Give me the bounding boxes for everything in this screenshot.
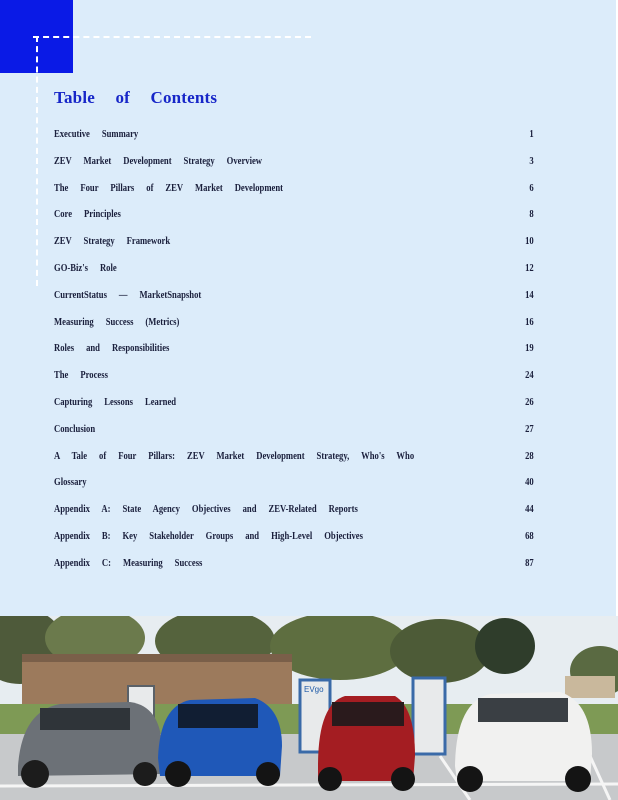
toc-entry-label: Appendix B: Key Stakeholder Groups and High-Level Objectives <box>54 530 363 542</box>
toc-entry-label: ZEV Market Development Strategy Overview <box>54 155 263 167</box>
toc-entry[interactable] <box>54 129 534 156</box>
toc-entry-label: The Four Pillars of ZEV Market Development <box>54 182 283 194</box>
toc-entry-label: ZEV Strategy Framework <box>54 236 171 248</box>
toc-entry-label: Glossary <box>54 477 87 489</box>
white-car <box>455 692 592 792</box>
toc-entry-page: 27 <box>525 423 534 435</box>
red-car <box>318 696 415 791</box>
toc-entry[interactable] <box>54 504 534 531</box>
toc-entry[interactable] <box>54 397 534 424</box>
toc-entry-page: 19 <box>525 343 534 355</box>
toc-entry-label: Roles and Responsibilities <box>54 343 170 355</box>
toc-entry-label: A Tale of Four Pillars: ZEV Market Development Strategy, Who's Who <box>54 450 415 462</box>
toc-entry-label: Capturing Lessons Learned <box>54 396 177 408</box>
toc-entry[interactable] <box>54 424 534 451</box>
toc-entry-page: 44 <box>525 504 534 516</box>
toc-entry[interactable] <box>54 558 534 585</box>
charger-brand-label: EVgo <box>304 685 324 694</box>
toc-entry-label: The Process <box>54 370 108 382</box>
toc-entry-page: 8 <box>529 209 534 221</box>
toc-entry[interactable] <box>54 263 534 290</box>
toc-entry-page: 28 <box>525 450 534 462</box>
toc-entry-page: 10 <box>525 236 534 248</box>
building <box>22 656 292 704</box>
toc-entry[interactable] <box>54 183 534 210</box>
dashed-line-vertical <box>36 36 38 286</box>
toc-entry-label: Measuring Success (Metrics) <box>54 316 180 328</box>
toc-entry-label: Appendix C: Measuring Success <box>54 557 203 569</box>
toc-entry-page: 24 <box>525 370 534 382</box>
toc-entry-label: CurrentStatus — MarketSnapshot <box>54 289 202 301</box>
toc-entry-label: Conclusion <box>54 423 96 435</box>
toc-entry[interactable] <box>54 290 534 317</box>
building-roof <box>22 654 292 662</box>
toc-entry[interactable] <box>54 317 534 344</box>
toc-title: Table of Contents <box>54 88 218 107</box>
toc-entry[interactable] <box>54 370 534 397</box>
toc-entry-page: 68 <box>525 530 534 542</box>
toc-entry-page: 16 <box>525 316 534 328</box>
blue-car <box>158 698 282 787</box>
toc-entry[interactable] <box>54 531 534 558</box>
toc-entry-page: 14 <box>525 289 534 301</box>
toc-entry[interactable] <box>54 451 534 478</box>
toc-entry[interactable] <box>54 209 534 236</box>
building-right <box>565 676 615 698</box>
toc-entry-page: 1 <box>529 129 534 140</box>
toc-entry-page: 6 <box>529 182 534 194</box>
toc-entry-page: 26 <box>525 396 534 408</box>
toc-entry[interactable] <box>54 236 534 263</box>
ev-charging-scene <box>0 616 618 800</box>
toc-entry-page: 87 <box>525 557 534 569</box>
toc-entry-label: GO-Biz's Role <box>54 262 117 274</box>
toc-list <box>54 129 534 585</box>
toc-entry[interactable] <box>54 477 534 504</box>
toc-entry[interactable] <box>54 343 534 370</box>
toc-entry[interactable] <box>54 156 534 183</box>
toc-entry-label: Core Principles <box>54 209 121 221</box>
toc-entry-label: Appendix A: State Agency Objectives and ZEV-Related Reports <box>54 504 358 516</box>
dashed-line-horizontal <box>33 36 311 38</box>
toc-entry-page: 12 <box>525 262 534 274</box>
ev-charging-photo <box>0 616 618 800</box>
toc-entry-page: 3 <box>529 155 534 167</box>
toc-entry-label: Executive Summary <box>54 129 139 140</box>
toc-entry-page: 40 <box>525 477 534 489</box>
